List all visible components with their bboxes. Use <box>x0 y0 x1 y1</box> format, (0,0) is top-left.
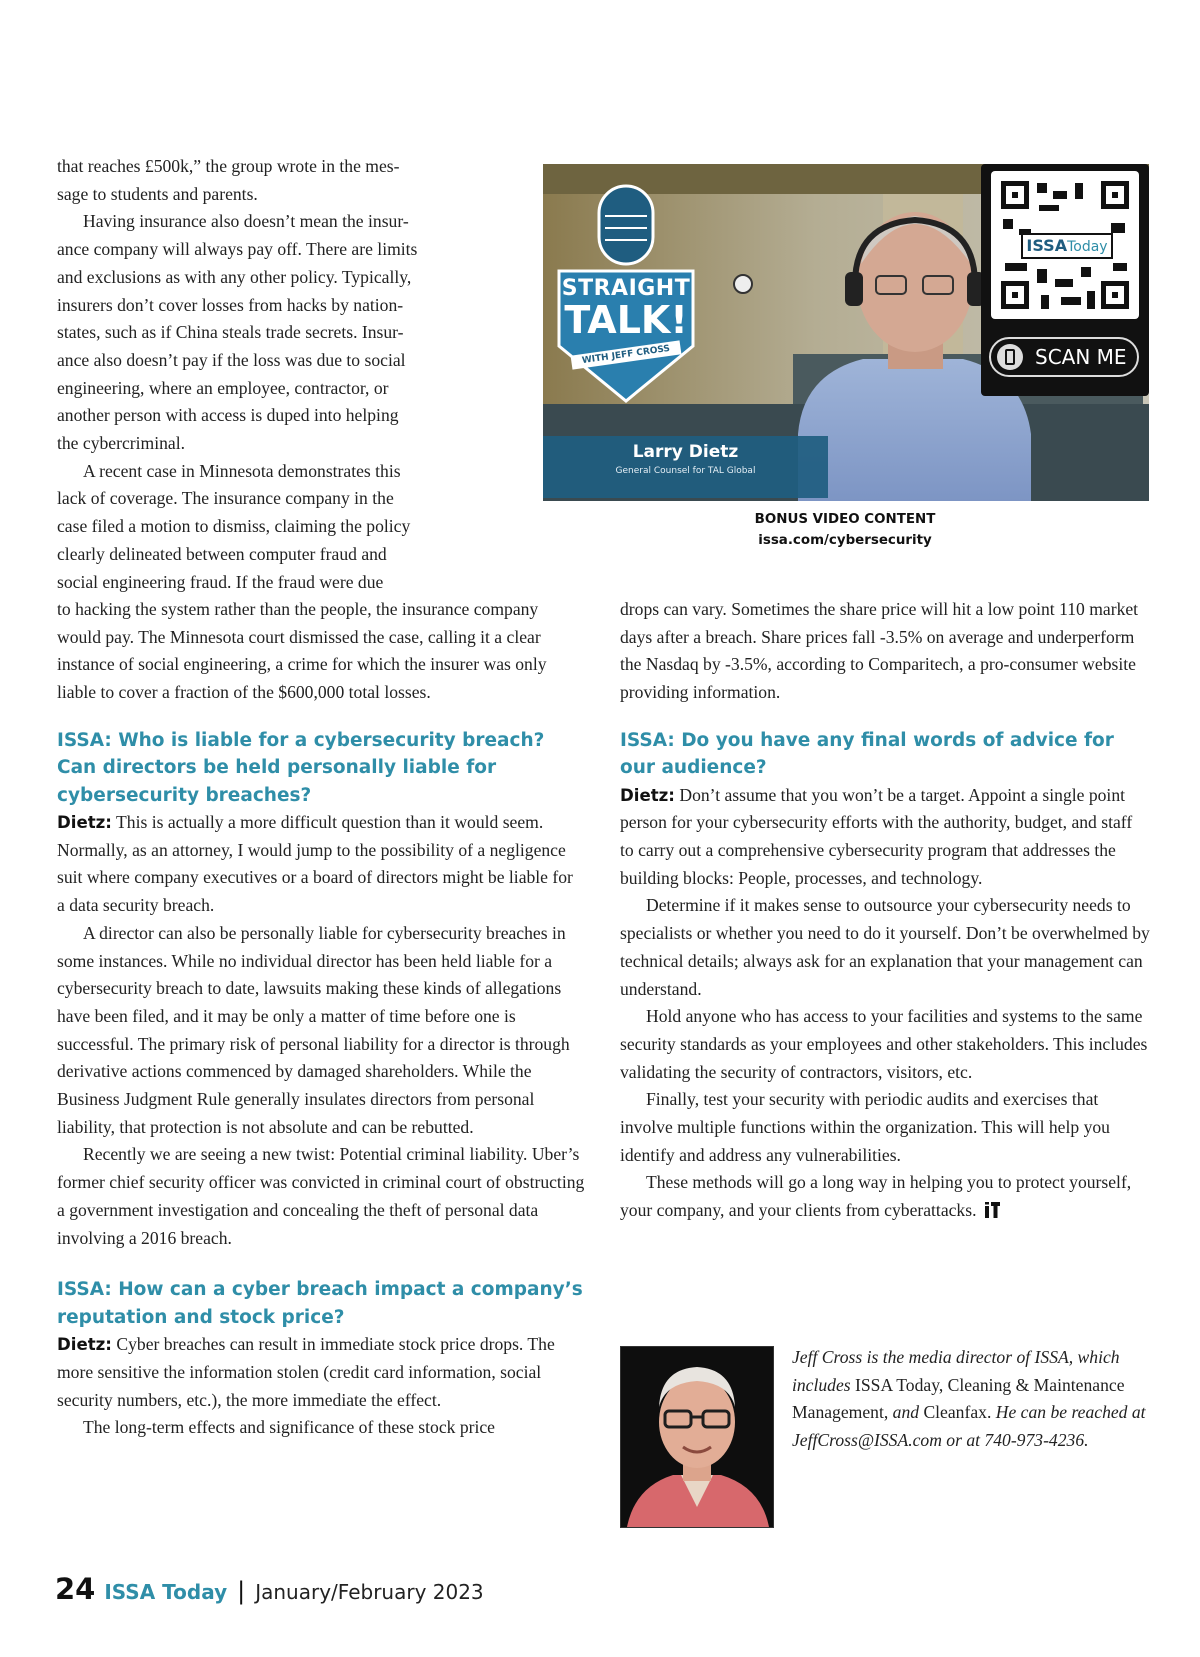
video-thumbnail[interactable] <box>543 164 1149 501</box>
logo-text-top: STRAIGHT <box>561 276 691 301</box>
paragraph: Finally, test your security with periodic audits and exercises that involve multiple functions within the organization. This will help you identify and address any vulnerabilities. <box>620 1089 1110 1165</box>
logo-text-sub: WITH JEFF CROSS <box>571 340 682 369</box>
paragraph: A director can also be personally liable for cybersecurity breaches in some instances. While no individual director has been held liable for a cybersecurity breach to date, lawsuits making these kinds of allegations have been filed, and it may be only a matter of time before one is successful. The primary risk of personal liability for a director is through derivative actions commenced by damaged shareholders. While the Business Judgment Rule generally insulates directors from personal liability, that protection is not absolute and can be rebutted. <box>57 922 570 1137</box>
speaker-label: Dietz: <box>57 813 112 833</box>
author-photo <box>620 1346 774 1528</box>
page-number: 24 <box>55 1572 96 1606</box>
text-line: states, such as if China steals trade secrets. Insur- <box>57 322 404 343</box>
right-column <box>620 596 1150 1225</box>
speaker-label: Dietz: <box>620 785 675 805</box>
paragraph: to hacking the system rather than the people, the insurance company would pay. The Minnesota court dismissed the case, calling it a clear instance of social engineering, a crime for which the insurer was only liable to cover a fraction of the $600,000 total losses. <box>57 599 547 703</box>
paragraph: The long-term effects and significance of these stock price <box>83 1417 495 1438</box>
paragraph: Determine if it makes sense to outsource your cybersecurity needs to specialists or whether you need to do it yourself. Don’t be overwhelmed by technical details; always ask for an explanation that your management can understand. <box>620 895 1150 999</box>
scan-me-label: SCAN ME <box>1035 345 1127 369</box>
phone-icon <box>997 344 1023 370</box>
footer-separator: | <box>237 1577 246 1605</box>
speaker-title: General Counsel for TAL Global <box>615 466 756 476</box>
text-line: engineering, where an employee, contractor, or <box>57 377 389 398</box>
video-caption <box>700 510 990 552</box>
text-line: sage to students and parents. <box>57 183 258 204</box>
text-line: ance also doesn’t pay if the loss was due to social <box>57 349 406 370</box>
text-line: lack of coverage. The insurance company in the <box>57 488 394 509</box>
text-line: Having insurance also doesn’t mean the insur- <box>83 211 409 232</box>
issue-date: January/February 2023 <box>255 1580 484 1604</box>
question-heading: ISSA: How can a cyber breach impact a company’s reputation and stock price? <box>57 1279 583 1328</box>
answer-paragraph: Dietz: This is actually a more difficult question than it would seem. Normally, as an attorney, I would jump to the possibility of a negligence suit where company executives or a board of directors might be liable for a data security breach. <box>57 812 573 916</box>
page-footer <box>55 1572 484 1612</box>
question-heading: ISSA: Do you have any final words of advice for our audience? <box>620 729 1114 779</box>
caption-link[interactable]: issa.com/cybersecurity <box>758 532 932 548</box>
text-line: that reaches £500k,” the group wrote in the mes- <box>57 156 400 176</box>
end-mark-icon <box>985 1202 1000 1218</box>
logo-text-main: TALK! <box>564 298 688 342</box>
text-line: and exclusions as with any other policy. Typically, <box>57 266 412 287</box>
text-line: the cybercriminal. <box>57 433 185 454</box>
speaker-label: Dietz: <box>57 1335 112 1355</box>
text-line: A recent case in Minnesota demonstrates this <box>83 460 401 481</box>
speaker-name: Larry Dietz <box>632 442 739 462</box>
caption-label: BONUS VIDEO CONTENT <box>754 512 936 527</box>
qr-code[interactable] <box>991 171 1139 319</box>
text-line: case filed a motion to dismiss, claiming the policy <box>57 516 411 537</box>
scan-me-badge <box>989 337 1139 377</box>
question-heading: ISSA: Who is liable for a cybersecurity breach? Can directors be held personally liable for cybersecurity breaches? <box>57 729 545 806</box>
answer-paragraph: Dietz: Don’t assume that you won’t be a target. Appoint a single point person for your cybersecurity efforts with the authority, budget, and staff to carry out a comprehensive cybersecurity program that addresses the building blocks: People, processes, and technology. <box>620 784 1133 888</box>
text-line: insurers don’t cover losses from hacks by nation- <box>57 294 404 315</box>
qr-logo: ISSAToday <box>1021 233 1113 259</box>
text-line: ance company will always pay off. There are limits <box>57 239 418 260</box>
author-bio: Jeff Cross is the media director of ISSA, which includes ISSA Today, Cleaning & Maintenance Management, and Cleanfax. He can be reached at JeffCross@ISSA.com or at 740-973-4236. <box>792 1347 1146 1451</box>
answer-paragraph: Dietz: Cyber breaches can result in immediate stock price drops. The more sensitive the information stolen (credit card information, social security numbers, etc.), the more immediate the effect. <box>57 1334 555 1410</box>
paragraph: These methods will go a long way in helping you to protect yourself, your company, and your clients from cyberattacks. <box>620 1172 1132 1221</box>
text-line: clearly delineated between computer fraud and <box>57 543 387 564</box>
intro-text <box>57 153 527 596</box>
straight-talk-logo <box>551 176 701 406</box>
text-line: social engineering fraud. If the fraud were due <box>57 571 384 592</box>
text-line: another person with access is duped into helping <box>57 405 399 426</box>
paragraph: Hold anyone who has access to your facilities and systems to the same security standards as your employees and other stakeholders. This includes validating the security of contractors, visitors, etc. <box>620 1006 1148 1082</box>
qr-panel <box>981 164 1149 396</box>
paragraph: Recently we are seeing a new twist: Potential criminal liability. Uber’s former chief security officer was convicted in criminal court of obstructing a government investigation and concealing the theft of personal data involving a 2016 breach. <box>57 1144 585 1248</box>
left-column <box>57 596 585 1442</box>
paragraph: drops can vary. Sometimes the share price will hit a low point 110 market days after a breach. Share prices fall -3.5% on average and underperform the Nasdaq by -3.5%, according to Comparitech, a pro-consumer website providing information. <box>620 599 1139 703</box>
magazine-name: ISSA Today <box>104 1580 228 1604</box>
